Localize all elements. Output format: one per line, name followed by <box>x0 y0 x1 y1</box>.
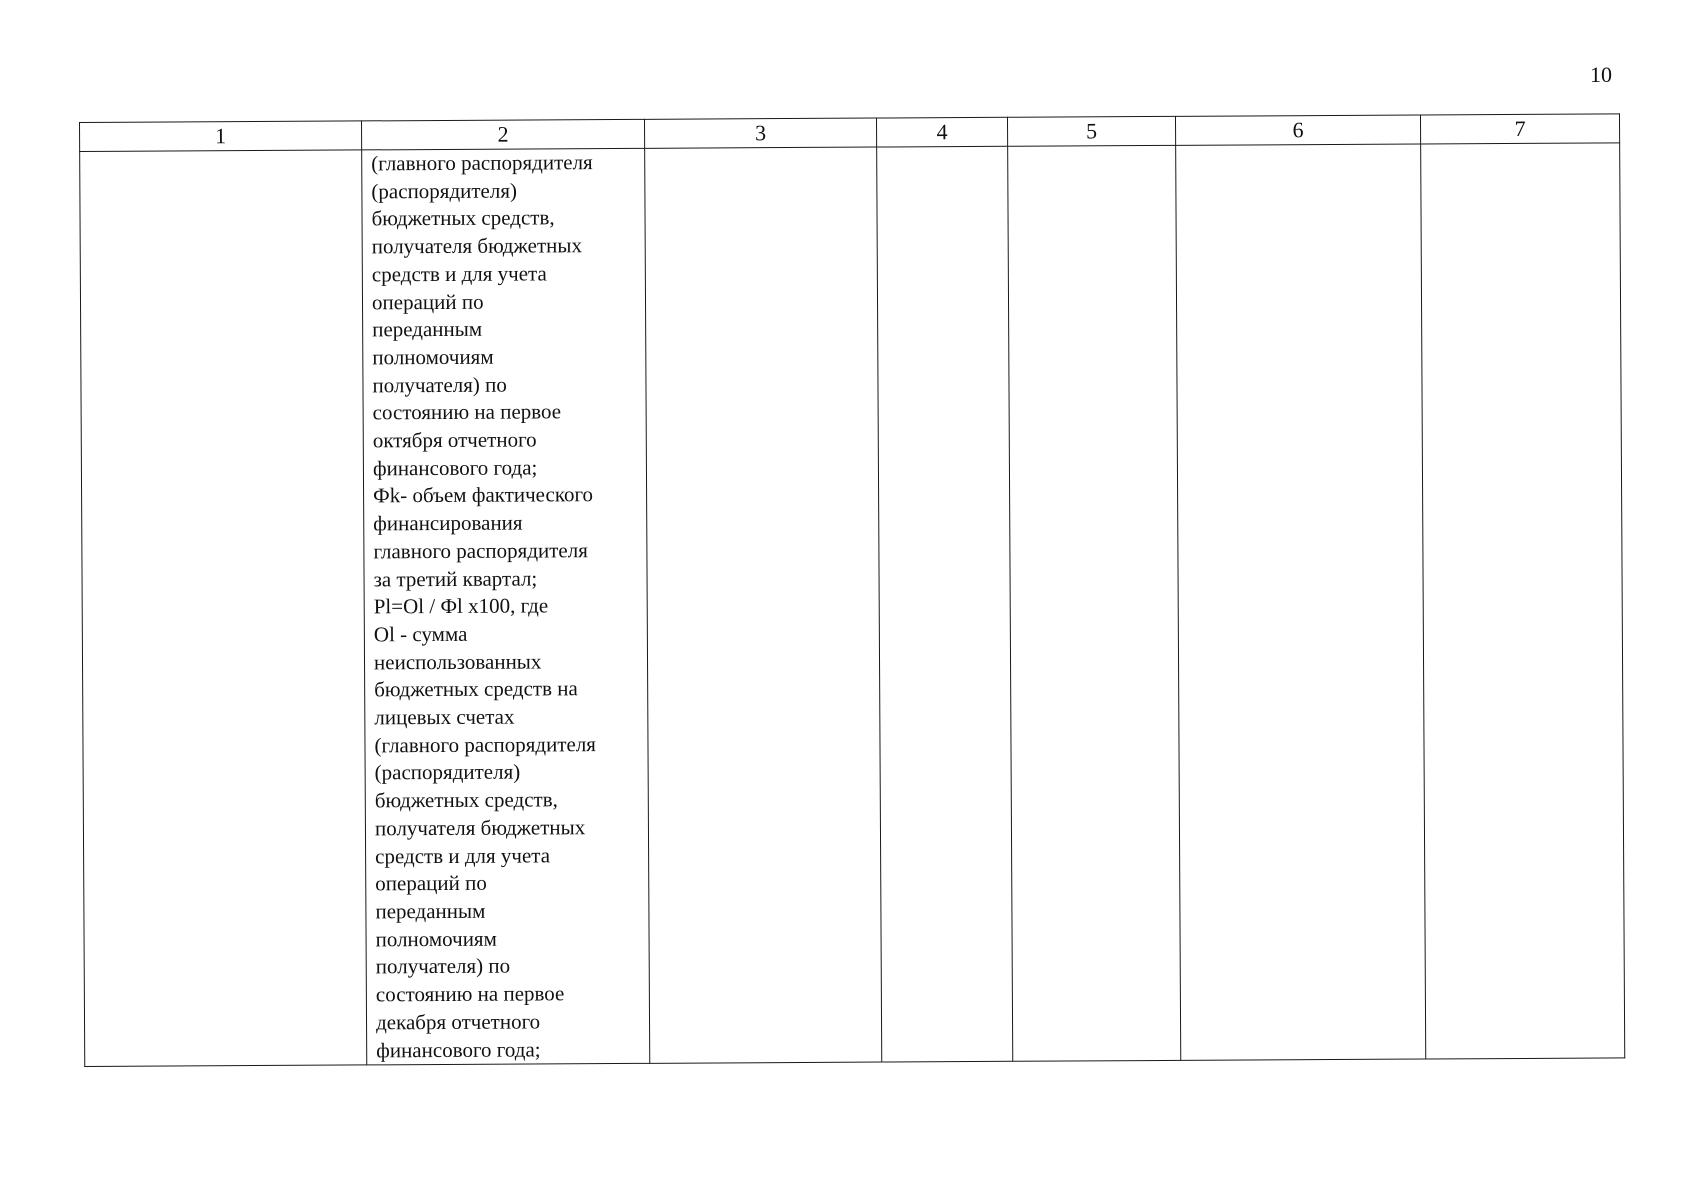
table-cell-col4 <box>877 146 1013 1062</box>
cell-text-line: средств и для учета <box>371 261 547 287</box>
cell-text-line: операций по <box>375 871 487 896</box>
cell-text-line: бюджетных средств, <box>371 205 555 231</box>
column-header: 4 <box>876 117 1007 147</box>
column-header: 5 <box>1007 116 1175 146</box>
cell-text-line: средств и для учета <box>375 842 551 868</box>
cell-text-line: финансового года; <box>372 455 538 481</box>
cell-text-line: финансового года; <box>376 1036 541 1062</box>
page-number: 10 <box>1590 62 1612 87</box>
column-header: 6 <box>1175 115 1420 145</box>
cell-text-line: получателя бюджетных <box>371 233 583 259</box>
cell-text-line: (главного распорядителя <box>371 150 593 176</box>
table-cell-col3 <box>645 147 882 1063</box>
cell-text-line: переданным <box>375 898 486 924</box>
table-cell-col6 <box>1176 144 1426 1061</box>
table-cell-col2 <box>362 148 650 1065</box>
cell-text-line: состоянию на первое <box>372 399 562 425</box>
column-header: 1 <box>80 121 362 152</box>
cell-text-block <box>362 149 649 1065</box>
cell-text-line: получателя) по <box>372 372 507 397</box>
cell-text-line: Фk- объем фактического <box>373 482 594 508</box>
cell-text-line: (главного распорядителя <box>374 731 596 758</box>
cell-text-line: (распорядителя) <box>374 760 521 785</box>
cell-text-line: операций по <box>371 289 484 314</box>
cell-text-line: за третий квартал; <box>373 565 538 591</box>
table-cell-col5 <box>1008 145 1181 1061</box>
cell-text-line: получателя) по <box>375 953 511 979</box>
cell-text-line: главного распорядителя <box>373 538 588 564</box>
cell-text-line: неиспользованных <box>373 649 542 675</box>
table-cell-col1 <box>80 150 367 1067</box>
cell-text-line: (распорядителя) <box>371 178 518 204</box>
document-table <box>79 113 1625 1067</box>
cell-text-line: получателя бюджетных <box>374 815 586 841</box>
cell-text-line: Ol - сумма <box>373 621 468 647</box>
column-header: 3 <box>644 118 876 148</box>
cell-text-line: полномочиям <box>372 344 494 370</box>
cell-text-line: Pl=Ol / Фl x100, где <box>373 593 549 619</box>
table-cell-col7 <box>1421 143 1625 1059</box>
cell-text-line: состоянию на первое <box>375 981 565 1007</box>
cell-text-line: переданным <box>372 316 483 342</box>
cell-text-line: октября отчетного <box>372 427 537 453</box>
column-header: 2 <box>361 119 644 150</box>
column-header: 7 <box>1420 114 1619 144</box>
cell-text-line: полномочиям <box>375 926 497 952</box>
cell-text-line: декабря отчетного <box>375 1009 541 1035</box>
cell-text-line: бюджетных средств, <box>374 787 558 813</box>
cell-text-line: финансирования <box>373 510 523 536</box>
table-row <box>80 143 1625 1067</box>
cell-text-line: бюджетных средств на <box>374 676 578 702</box>
cell-text-line: лицевых счетах <box>374 704 515 730</box>
